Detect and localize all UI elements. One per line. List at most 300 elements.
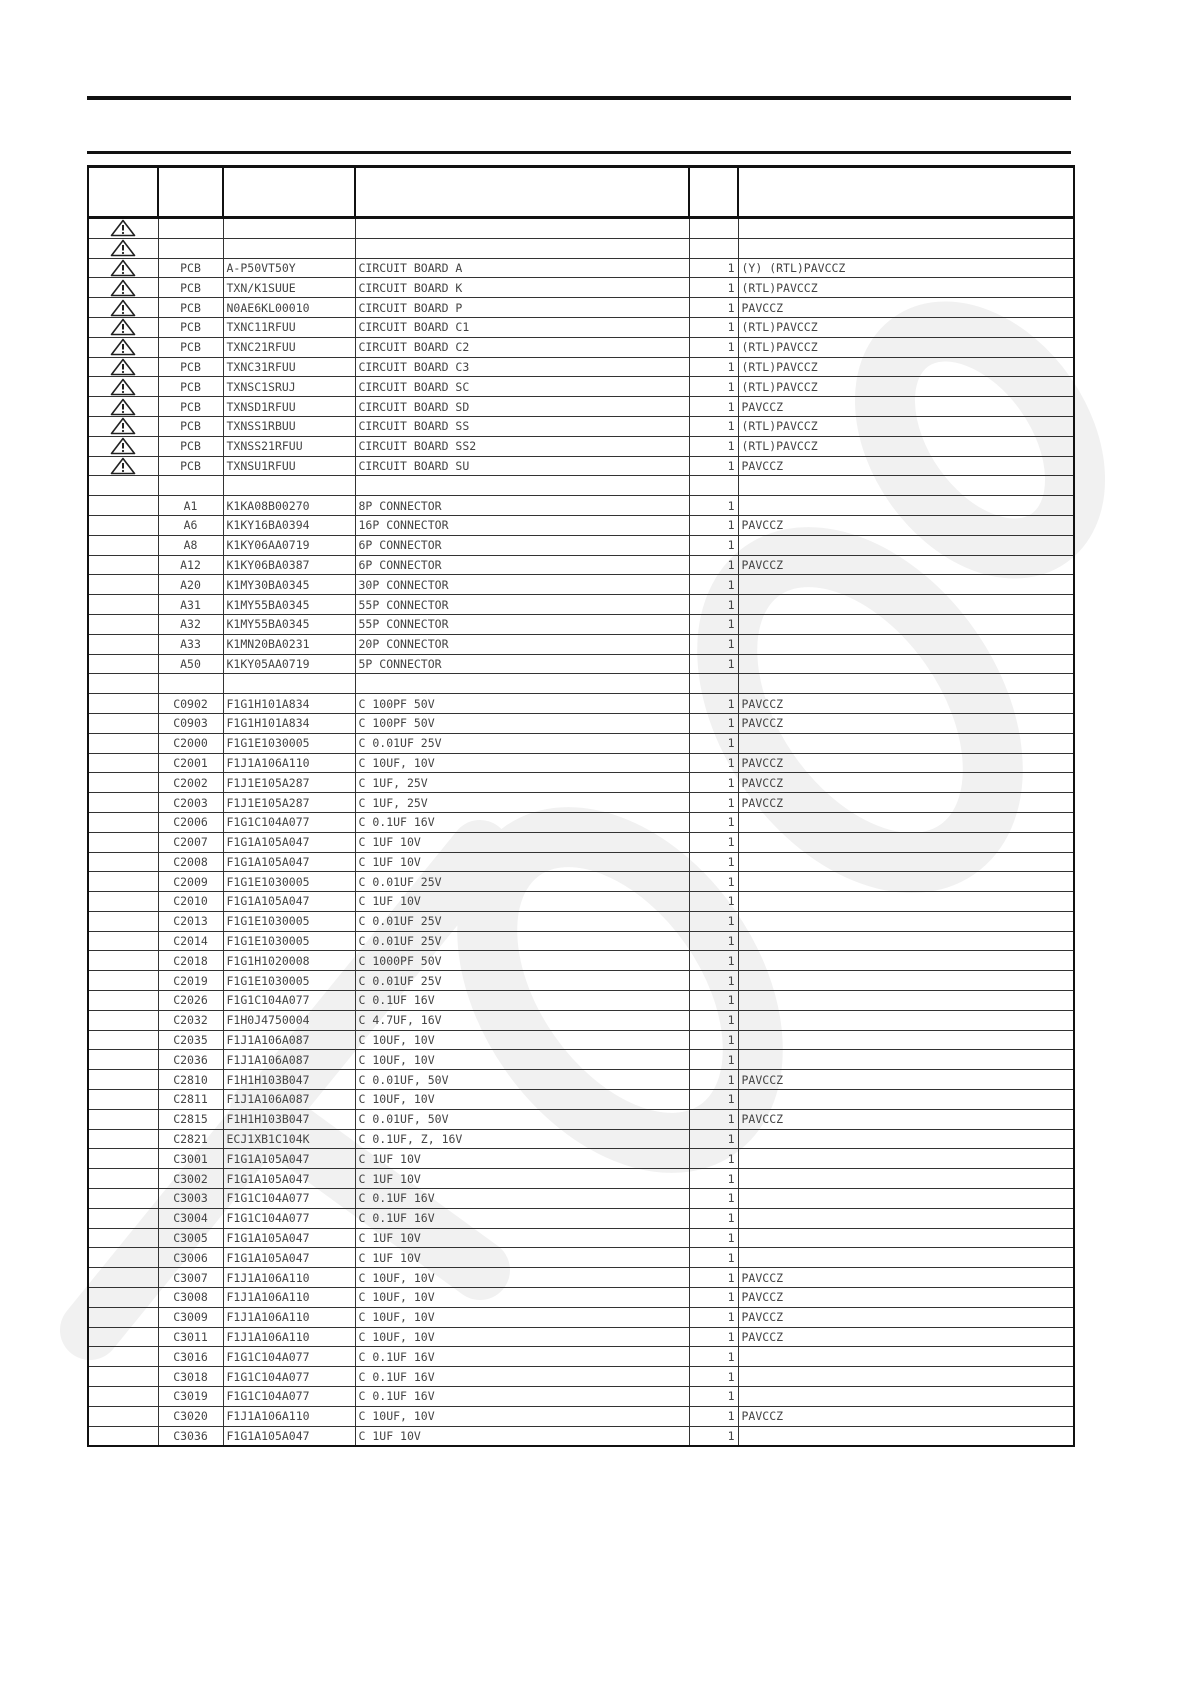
part-number-cell: K1KY06AA0719 [223, 535, 355, 555]
remarks-cell [738, 1090, 1074, 1110]
remarks-cell [738, 1010, 1074, 1030]
quantity-cell: 1 [689, 436, 738, 456]
remarks-cell [738, 832, 1074, 852]
remarks-cell [738, 238, 1074, 258]
warning-triangle-icon [110, 219, 136, 237]
safety-cell [88, 892, 158, 912]
quantity-cell: 1 [689, 654, 738, 674]
part-number-cell: F1G1E1030005 [223, 971, 355, 991]
description-cell: C 0.01UF 25V [355, 911, 689, 931]
remarks-cell [738, 951, 1074, 971]
table-row [88, 1288, 1074, 1308]
ref-cell: A31 [158, 595, 223, 615]
part-number-cell: TXN/K1SUUE [223, 278, 355, 298]
warning-triangle-icon [110, 299, 136, 317]
description-cell [355, 238, 689, 258]
quantity-cell: 1 [689, 951, 738, 971]
description-cell: 30P CONNECTOR [355, 575, 689, 595]
safety-cell [88, 832, 158, 852]
quantity-cell: 1 [689, 377, 738, 397]
table-row [88, 555, 1074, 575]
quantity-cell: 1 [689, 713, 738, 733]
quantity-cell: 1 [689, 931, 738, 951]
description-cell: C 100PF 50V [355, 694, 689, 714]
table-row [88, 298, 1074, 318]
description-cell: CIRCUIT BOARD C3 [355, 357, 689, 377]
table-row [88, 614, 1074, 634]
safety-cell [88, 1307, 158, 1327]
part-number-cell: F1G1E1030005 [223, 733, 355, 753]
safety-cell [88, 496, 158, 516]
part-number-cell: TXNSU1RFUU [223, 456, 355, 476]
header-ref-no [158, 167, 223, 218]
parts-list-table [87, 165, 1075, 1447]
ref-cell: PCB [158, 337, 223, 357]
safety-cell [88, 1129, 158, 1149]
part-number-cell: A-P50VT50Y [223, 258, 355, 278]
ref-cell: C2026 [158, 991, 223, 1011]
quantity-cell [689, 476, 738, 496]
description-cell: C 10UF, 10V [355, 1050, 689, 1070]
remarks-cell [738, 595, 1074, 615]
ref-cell: PCB [158, 456, 223, 476]
part-number-cell: F1G1H1020008 [223, 951, 355, 971]
warning-triangle-icon [110, 398, 136, 416]
table-row [88, 991, 1074, 1011]
header-remarks [738, 167, 1074, 218]
remarks-cell: PAVCCZ [738, 713, 1074, 733]
remarks-cell: (Y) (RTL)PAVCCZ [738, 258, 1074, 278]
ref-cell: C3016 [158, 1347, 223, 1367]
part-number-cell: TXNSD1RFUU [223, 397, 355, 417]
description-cell: 55P CONNECTOR [355, 614, 689, 634]
quantity-cell: 1 [689, 971, 738, 991]
safety-cell [88, 1090, 158, 1110]
safety-cell [88, 555, 158, 575]
part-number-cell: TXNSS21RFUU [223, 436, 355, 456]
remarks-cell: PAVCCZ [738, 1288, 1074, 1308]
table-row [88, 1208, 1074, 1228]
description-cell: C 1UF, 25V [355, 793, 689, 813]
quantity-cell: 1 [689, 1248, 738, 1268]
safety-cell [88, 634, 158, 654]
table-row [88, 1129, 1074, 1149]
remarks-cell [738, 1387, 1074, 1407]
description-cell: 16P CONNECTOR [355, 515, 689, 535]
safety-cell [88, 674, 158, 694]
quantity-cell: 1 [689, 456, 738, 476]
table-row [88, 1149, 1074, 1169]
part-number-cell: F1J1A106A110 [223, 1307, 355, 1327]
remarks-cell: (RTL)PAVCCZ [738, 337, 1074, 357]
table-row [88, 1347, 1074, 1367]
ref-cell: C2009 [158, 872, 223, 892]
quantity-cell: 1 [689, 595, 738, 615]
table-row [88, 1367, 1074, 1387]
table-row [88, 1010, 1074, 1030]
description-cell: C 4.7UF, 16V [355, 1010, 689, 1030]
table-row [88, 496, 1074, 516]
description-cell: C 0.1UF, Z, 16V [355, 1129, 689, 1149]
quantity-cell: 1 [689, 1109, 738, 1129]
warning-triangle-icon [110, 338, 136, 356]
description-cell: C 10UF, 10V [355, 1307, 689, 1327]
safety-cell [88, 1050, 158, 1070]
remarks-cell [738, 1208, 1074, 1228]
safety-cell [88, 614, 158, 634]
safety-cell [88, 298, 158, 318]
ref-cell: C3018 [158, 1367, 223, 1387]
table-row [88, 238, 1074, 258]
table-row [88, 1228, 1074, 1248]
remarks-cell [738, 971, 1074, 991]
quantity-cell [689, 674, 738, 694]
ref-cell: C3020 [158, 1406, 223, 1426]
part-number-cell: K1MN20BA0231 [223, 634, 355, 654]
quantity-cell: 1 [689, 397, 738, 417]
table-row [88, 218, 1074, 239]
description-cell: C 1UF 10V [355, 892, 689, 912]
part-number-cell: F1J1A106A110 [223, 1268, 355, 1288]
remarks-cell [738, 1426, 1074, 1446]
safety-cell [88, 793, 158, 813]
safety-cell [88, 1010, 158, 1030]
remarks-cell [738, 931, 1074, 951]
description-cell: 5P CONNECTOR [355, 654, 689, 674]
ref-cell: C3005 [158, 1228, 223, 1248]
quantity-cell: 1 [689, 753, 738, 773]
ref-cell [158, 218, 223, 239]
quantity-cell: 1 [689, 614, 738, 634]
safety-cell [88, 911, 158, 931]
table-row [88, 258, 1074, 278]
description-cell [355, 218, 689, 239]
ref-cell: C2821 [158, 1129, 223, 1149]
part-number-cell: F1G1C104A077 [223, 1347, 355, 1367]
safety-cell [88, 416, 158, 436]
safety-cell [88, 852, 158, 872]
table-row [88, 1268, 1074, 1288]
part-number-cell: F1G1A105A047 [223, 852, 355, 872]
table-row [88, 911, 1074, 931]
description-cell: 6P CONNECTOR [355, 535, 689, 555]
table-row [88, 654, 1074, 674]
remarks-cell [738, 812, 1074, 832]
description-cell: CIRCUIT BOARD SS2 [355, 436, 689, 456]
description-cell: CIRCUIT BOARD SC [355, 377, 689, 397]
description-cell: C 10UF, 10V [355, 1406, 689, 1426]
ref-cell: C2032 [158, 1010, 223, 1030]
safety-cell [88, 218, 158, 239]
table-row [88, 753, 1074, 773]
ref-cell: C2006 [158, 812, 223, 832]
quantity-cell: 1 [689, 496, 738, 516]
quantity-cell [689, 218, 738, 239]
ref-cell: A8 [158, 535, 223, 555]
part-number-cell: F1G1C104A077 [223, 812, 355, 832]
part-number-cell: N0AE6KL00010 [223, 298, 355, 318]
remarks-cell: PAVCCZ [738, 555, 1074, 575]
ref-cell: C2815 [158, 1109, 223, 1129]
quantity-cell: 1 [689, 1070, 738, 1090]
ref-cell: C2014 [158, 931, 223, 951]
description-cell: C 0.1UF 16V [355, 1367, 689, 1387]
quantity-cell: 1 [689, 1327, 738, 1347]
safety-cell [88, 535, 158, 555]
description-cell: CIRCUIT BOARD SS [355, 416, 689, 436]
remarks-cell: PAVCCZ [738, 1307, 1074, 1327]
table-row [88, 951, 1074, 971]
remarks-cell [738, 218, 1074, 239]
remarks-cell [738, 535, 1074, 555]
quantity-cell: 1 [689, 1050, 738, 1070]
safety-cell [88, 1288, 158, 1308]
part-number-cell: F1G1H101A834 [223, 694, 355, 714]
quantity-cell [689, 238, 738, 258]
part-number-cell: TXNSS1RBUU [223, 416, 355, 436]
safety-cell [88, 694, 158, 714]
quantity-cell: 1 [689, 1367, 738, 1387]
description-cell: C 0.01UF 25V [355, 872, 689, 892]
quantity-cell: 1 [689, 892, 738, 912]
table-row [88, 1426, 1074, 1446]
safety-cell [88, 1268, 158, 1288]
description-cell: CIRCUIT BOARD C1 [355, 317, 689, 337]
ref-cell [158, 674, 223, 694]
remarks-cell [738, 476, 1074, 496]
ref-cell: C2013 [158, 911, 223, 931]
ref-cell: C3036 [158, 1426, 223, 1446]
table-row [88, 337, 1074, 357]
ref-cell: C2810 [158, 1070, 223, 1090]
header-part-no [223, 167, 355, 218]
table-row [88, 278, 1074, 298]
quantity-cell: 1 [689, 911, 738, 931]
remarks-cell: (RTL)PAVCCZ [738, 278, 1074, 298]
safety-cell [88, 515, 158, 535]
quantity-cell: 1 [689, 337, 738, 357]
part-number-cell: F1G1C104A077 [223, 1189, 355, 1209]
ref-cell: C3011 [158, 1327, 223, 1347]
ref-cell: A12 [158, 555, 223, 575]
part-number-cell [223, 674, 355, 694]
ref-cell: C0902 [158, 694, 223, 714]
quantity-cell: 1 [689, 416, 738, 436]
safety-cell [88, 397, 158, 417]
description-cell: C 1UF 10V [355, 1426, 689, 1446]
quantity-cell: 1 [689, 694, 738, 714]
part-number-cell: TXNC31RFUU [223, 357, 355, 377]
part-number-cell: F1G1E1030005 [223, 872, 355, 892]
remarks-cell [738, 1030, 1074, 1050]
description-cell: C 1UF 10V [355, 832, 689, 852]
ref-cell: PCB [158, 317, 223, 337]
safety-cell [88, 1367, 158, 1387]
table-row [88, 674, 1074, 694]
warning-triangle-icon [110, 318, 136, 336]
table-row [88, 872, 1074, 892]
remarks-cell [738, 1050, 1074, 1070]
table-row [88, 535, 1074, 555]
table-row [88, 1050, 1074, 1070]
ref-cell: C2036 [158, 1050, 223, 1070]
description-cell: C 1UF 10V [355, 1248, 689, 1268]
description-cell: 20P CONNECTOR [355, 634, 689, 654]
part-number-cell: F1G1A105A047 [223, 1248, 355, 1268]
table-row [88, 456, 1074, 476]
description-cell: C 1000PF 50V [355, 951, 689, 971]
remarks-cell: PAVCCZ [738, 793, 1074, 813]
part-number-cell: F1J1A106A110 [223, 753, 355, 773]
ref-cell: PCB [158, 278, 223, 298]
quantity-cell: 1 [689, 1347, 738, 1367]
safety-cell [88, 1189, 158, 1209]
quantity-cell: 1 [689, 1129, 738, 1149]
safety-cell [88, 971, 158, 991]
table-row [88, 377, 1074, 397]
remarks-cell: PAVCCZ [738, 298, 1074, 318]
warning-triangle-icon [110, 417, 136, 435]
ref-cell: C3008 [158, 1288, 223, 1308]
part-number-cell: F1G1C104A077 [223, 1208, 355, 1228]
ref-cell: C3006 [158, 1248, 223, 1268]
part-number-cell: TXNC21RFUU [223, 337, 355, 357]
quantity-cell: 1 [689, 278, 738, 298]
remarks-cell: (RTL)PAVCCZ [738, 416, 1074, 436]
part-number-cell: K1MY30BA0345 [223, 575, 355, 595]
remarks-cell [738, 1228, 1074, 1248]
remarks-cell: PAVCCZ [738, 397, 1074, 417]
safety-cell [88, 733, 158, 753]
safety-cell [88, 278, 158, 298]
part-number-cell: TXNSC1SRUJ [223, 377, 355, 397]
part-number-cell: K1KY06BA0387 [223, 555, 355, 575]
ref-cell: C2018 [158, 951, 223, 971]
quantity-cell: 1 [689, 515, 738, 535]
quantity-cell: 1 [689, 535, 738, 555]
safety-cell [88, 713, 158, 733]
part-number-cell: F1J1A106A087 [223, 1030, 355, 1050]
quantity-cell: 1 [689, 773, 738, 793]
safety-cell [88, 1248, 158, 1268]
ref-cell: C2035 [158, 1030, 223, 1050]
description-cell [355, 476, 689, 496]
description-cell: C 1UF, 25V [355, 773, 689, 793]
table-row [88, 931, 1074, 951]
part-number-cell [223, 238, 355, 258]
part-number-cell: F1G1A105A047 [223, 892, 355, 912]
safety-cell [88, 991, 158, 1011]
ref-cell: PCB [158, 436, 223, 456]
remarks-cell: PAVCCZ [738, 753, 1074, 773]
ref-cell: C2000 [158, 733, 223, 753]
quantity-cell: 1 [689, 357, 738, 377]
description-cell: C 0.01UF, 50V [355, 1109, 689, 1129]
quantity-cell: 1 [689, 852, 738, 872]
safety-cell [88, 1387, 158, 1407]
header-rule [87, 151, 1071, 154]
safety-cell [88, 773, 158, 793]
safety-cell [88, 1406, 158, 1426]
quantity-cell: 1 [689, 1010, 738, 1030]
safety-cell [88, 1149, 158, 1169]
ref-cell: A20 [158, 575, 223, 595]
ref-cell: A32 [158, 614, 223, 634]
part-number-cell: K1MY55BA0345 [223, 595, 355, 615]
table-row [88, 694, 1074, 714]
remarks-cell [738, 1149, 1074, 1169]
table-row [88, 733, 1074, 753]
safety-cell [88, 1327, 158, 1347]
remarks-cell: PAVCCZ [738, 773, 1074, 793]
header-safety [88, 167, 158, 218]
remarks-cell: PAVCCZ [738, 456, 1074, 476]
safety-cell [88, 258, 158, 278]
description-cell: C 10UF, 10V [355, 1090, 689, 1110]
description-cell: C 10UF, 10V [355, 1327, 689, 1347]
description-cell: C 100PF 50V [355, 713, 689, 733]
part-number-cell: F1H1H103B047 [223, 1070, 355, 1090]
ref-cell: C3019 [158, 1387, 223, 1407]
remarks-cell [738, 614, 1074, 634]
description-cell: C 0.01UF 25V [355, 931, 689, 951]
safety-cell [88, 317, 158, 337]
part-number-cell: F1G1A105A047 [223, 1149, 355, 1169]
table-row [88, 832, 1074, 852]
part-number-cell: F1G1A105A047 [223, 1426, 355, 1446]
safety-cell [88, 476, 158, 496]
ref-cell: PCB [158, 377, 223, 397]
remarks-cell: PAVCCZ [738, 1070, 1074, 1090]
ref-cell: C3001 [158, 1149, 223, 1169]
remarks-cell [738, 911, 1074, 931]
table-header-row [88, 167, 1074, 218]
remarks-cell [738, 634, 1074, 654]
description-cell: C 0.1UF 16V [355, 991, 689, 1011]
remarks-cell [738, 654, 1074, 674]
ref-cell: C3003 [158, 1189, 223, 1209]
description-cell: CIRCUIT BOARD A [355, 258, 689, 278]
quantity-cell: 1 [689, 1268, 738, 1288]
quantity-cell: 1 [689, 1090, 738, 1110]
part-number-cell: K1KY05AA0719 [223, 654, 355, 674]
description-cell: C 0.01UF 25V [355, 971, 689, 991]
warning-triangle-icon [110, 437, 136, 455]
remarks-cell [738, 733, 1074, 753]
description-cell: CIRCUIT BOARD SU [355, 456, 689, 476]
part-number-cell: F1J1A106A087 [223, 1090, 355, 1110]
safety-cell [88, 595, 158, 615]
warning-triangle-icon [110, 378, 136, 396]
table-row [88, 1169, 1074, 1189]
ref-cell: A1 [158, 496, 223, 516]
quantity-cell: 1 [689, 575, 738, 595]
header-qty [689, 167, 738, 218]
safety-cell [88, 238, 158, 258]
ref-cell: C3004 [158, 1208, 223, 1228]
remarks-cell [738, 991, 1074, 1011]
quantity-cell: 1 [689, 1387, 738, 1407]
safety-cell [88, 456, 158, 476]
table-body [88, 218, 1074, 1447]
quantity-cell: 1 [689, 298, 738, 318]
quantity-cell: 1 [689, 1169, 738, 1189]
warning-triangle-icon [110, 358, 136, 376]
table-row [88, 793, 1074, 813]
quantity-cell: 1 [689, 258, 738, 278]
quantity-cell: 1 [689, 1189, 738, 1209]
safety-cell [88, 872, 158, 892]
